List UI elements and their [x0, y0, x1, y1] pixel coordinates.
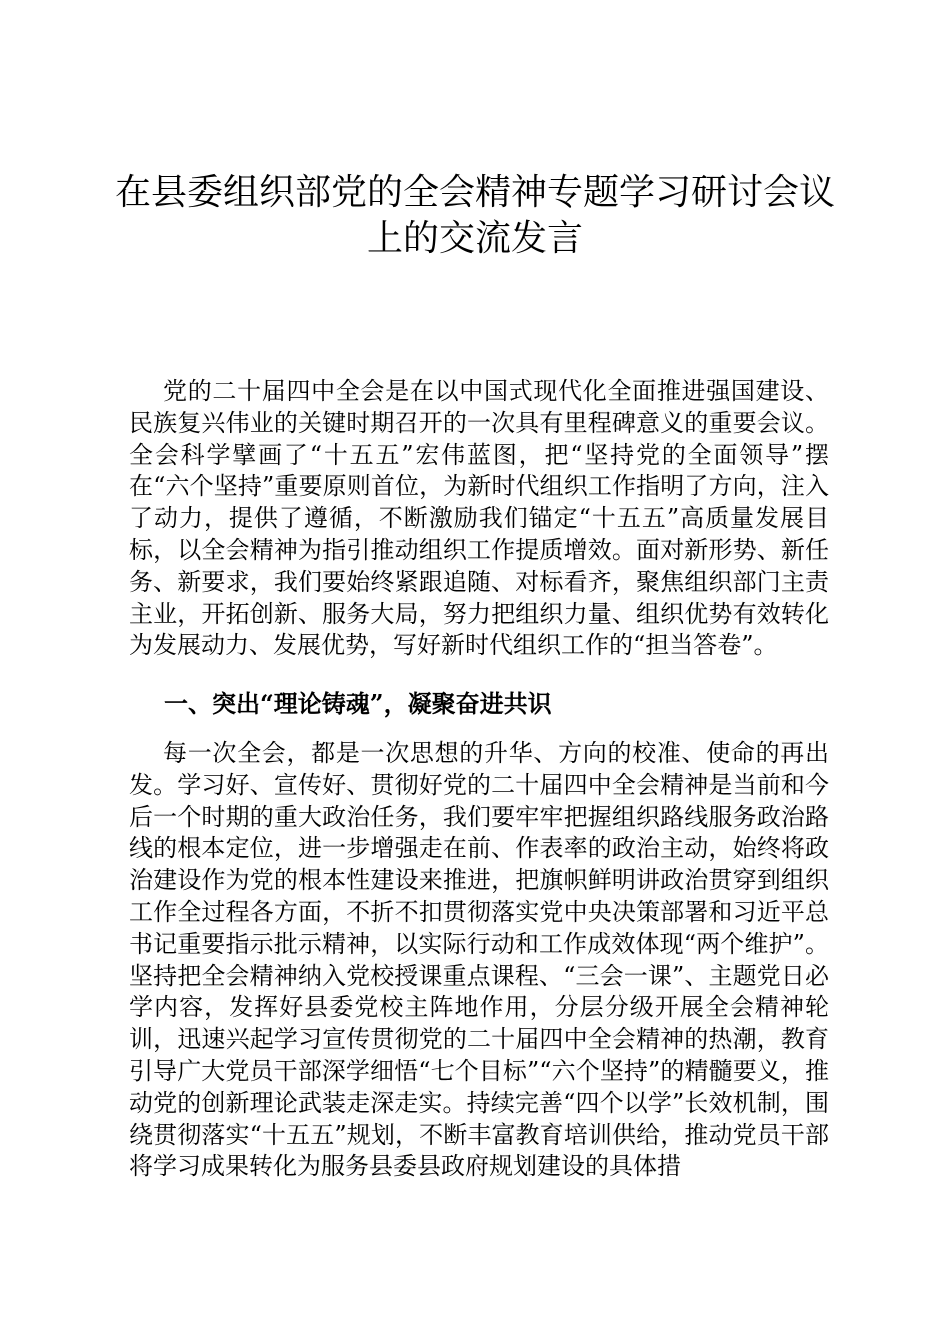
section-heading-1: 一、突出“理论铸魂”，凝聚奋进共识: [164, 689, 552, 718]
section-1-paragraph: 每一次全会，都是一次思想的升华、方向的校准、使命的再出发。学习好、宣传好、贯彻好党的二十届四中全会精神是当前和今后一个时期的重大政治任务，我们要牢牢把握组织路线服务政治路线的根本定位，进一步增强走在前、作表率的政治主动，始终将政治建设作为党的根本性建设来推进，把旗帜鲜明讲政治贯穿到组织工作全过程各方面，不折不扣贯彻落实党中央决策部署和习近平总书记重要指示批示精神，以实际行动和工作成效体现“两个维护”。坚持把全会精神纳入党校授课重点课程、“三会一课”、主题党日必学内容，发挥好县委党校主阵地作用，分层分级开展全会精神轮训，迅速兴起学习宣传贯彻党的二十届四中全会精神的热潮，教育引导广大党员干部深学细悟“七个目标”“六个坚持”的精髓要义，推动党的创新理论武装走深走实。持续完善“四个以学”长效机制，围绕贯彻落实“十五五”规划，不断丰富教育培训供给，推动党员干部将学习成果转化为服务县委县政府规划建设的具体措: [129, 739, 829, 1181]
intro-paragraph: 党的二十届四中全会是在以中国式现代化全面推进强国建设、民族复兴伟业的关键时期召开的一次具有里程碑意义的重要会议。全会科学擘画了“十五五”宏伟蓝图，把“坚持党的全面领导”摆在“六个坚持”重要原则首位，为新时代组织工作指明了方向，注入了动力，提供了遵循，不断激励我们锚定“十五五”高质量发展目标，以全会精神为指引推动组织工作提质增效。面对新形势、新任务、新要求，我们要始终紧跟追随、对标看齐，聚焦组织部门主责主业，开拓创新、服务大局，努力把组织力量、组织优势有效转化为发展动力、发展优势，写好新时代组织工作的“担当答卷”。: [129, 377, 829, 660]
document-title: 在县委组织部党的全会精神专题学习研讨会议上的交流发言: [114, 172, 835, 259]
